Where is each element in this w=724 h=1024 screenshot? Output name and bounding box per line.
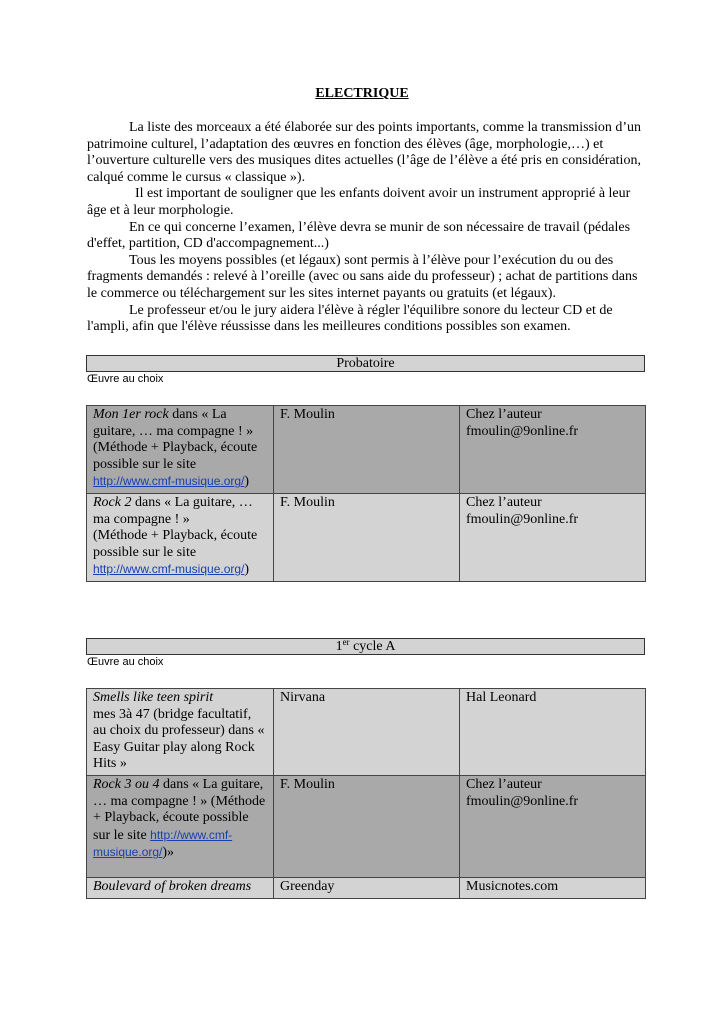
work-description-end: ) [244, 562, 250, 578]
work-cell [87, 877, 274, 898]
work-cell [87, 689, 274, 776]
work-title: Rock 2 [93, 494, 132, 510]
intro-paragraph: Il est important de souligner que les enfants doivent avoir un instrument approprié à leur âge et à leur morphologie. [87, 186, 631, 218]
work-description-end: )» [162, 845, 175, 861]
work-description: dans « La guitare, … ma compagne ! » (Méthode + Playback, écoute possible sur le site [93, 407, 258, 472]
intro-paragraph: La liste des morceaux a été élaborée sur des points importants, comme la transmission d’un patrimoine culturel, l’adaptation des œuvres en fonction des élèves (âge, morphologie,…) et l’ouverture culturelle vers des musiques dites actuelles (l’âge de l’élève a été pris en considération, calqué comme le cursus « classique »). [87, 120, 642, 185]
document-title: ELECTRIQUE [315, 86, 409, 101]
source-label: Chez l’auteur [466, 776, 542, 792]
source-cell: Hal Leonard [460, 689, 646, 776]
source-cell: Musicnotes.com [460, 877, 646, 898]
works-table-probatoire [86, 405, 646, 582]
works-table-cycle-a [86, 688, 646, 899]
table-row [87, 493, 646, 581]
source-label: Chez l’auteur [466, 494, 542, 510]
author-cell: F. Moulin [274, 775, 460, 877]
website-link[interactable]: http://www.cmf-musique.org/ [93, 827, 233, 860]
heading-text: cycle A [349, 639, 396, 654]
section-heading-probatoire: Probatoire [86, 355, 645, 372]
work-cell [87, 493, 274, 581]
source-cell [460, 493, 646, 581]
source-cell [460, 406, 646, 494]
work-description: dans « La guitare, … ma compagne ! » [93, 494, 253, 527]
work-description-end: ) [244, 474, 250, 490]
work-title: Smells like teen spirit [93, 690, 214, 705]
table-row [87, 775, 646, 877]
table-row [87, 406, 646, 494]
work-description: dans « La guitare, … ma compagne ! » (Méthode + Playback, écoute possible sur le site [93, 776, 266, 843]
author-cell: F. Moulin [274, 406, 460, 494]
source-email[interactable]: fmoulin@9online.fr [466, 511, 579, 527]
work-description: mes 3à 47 (bridge facultatif, au choix du professeur) dans « Easy Guitar play along Rock Hits » [93, 706, 265, 772]
work-title: Mon 1er rock [93, 407, 169, 422]
section-subheading: Œuvre au choix [87, 373, 164, 385]
source-cell [460, 775, 646, 877]
author-cell: Nirvana [274, 689, 460, 776]
heading-superscript: er [342, 637, 350, 647]
source-email[interactable]: fmoulin@9online.fr [466, 423, 579, 439]
work-title: Rock 3 ou 4 [93, 776, 160, 792]
intro-paragraph: Tous les moyens possibles (et légaux) sont permis à l’élève pour l’exécution du ou des fragments demandés : relevé à l’oreille (avec ou sans aide du professeur) ; achat de partitions dans le commerce ou téléchargement sur les sites internet payants ou gratuits (et légaux). [87, 252, 638, 301]
section-subheading: Œuvre au choix [87, 656, 164, 668]
work-title: Boulevard of broken dreams [93, 878, 252, 894]
work-cell [87, 406, 274, 494]
table-row [87, 877, 646, 898]
source-label: Chez l’auteur [466, 407, 542, 422]
intro-paragraph: Le professeur et/ou le jury aidera l'élève à régler l'équilibre sonore du lecteur CD et de l'ampli, afin que l'élève réussisse dans les meilleures conditions possibles son examen. [87, 302, 613, 335]
section-heading-cycle-a [86, 638, 645, 655]
author-cell: F. Moulin [274, 493, 460, 581]
author-cell: Greenday [274, 877, 460, 898]
work-description: (Méthode + Playback, écoute possible sur le site [93, 528, 258, 560]
website-link[interactable]: http://www.cmf-musique.org/ [93, 562, 245, 577]
website-link[interactable]: http://www.cmf-musique.org/ [93, 474, 245, 489]
heading-number: 1 [335, 639, 343, 654]
intro-paragraph: En ce qui concerne l’examen, l’élève devra se munir de son nécessaire de travail (pédales d'effet, partition, CD d'accompagnement...) [87, 219, 631, 252]
source-email[interactable]: fmoulin@9online.fr [466, 793, 579, 809]
work-cell [87, 775, 274, 877]
table-row [87, 689, 646, 776]
intro-text [87, 120, 647, 336]
